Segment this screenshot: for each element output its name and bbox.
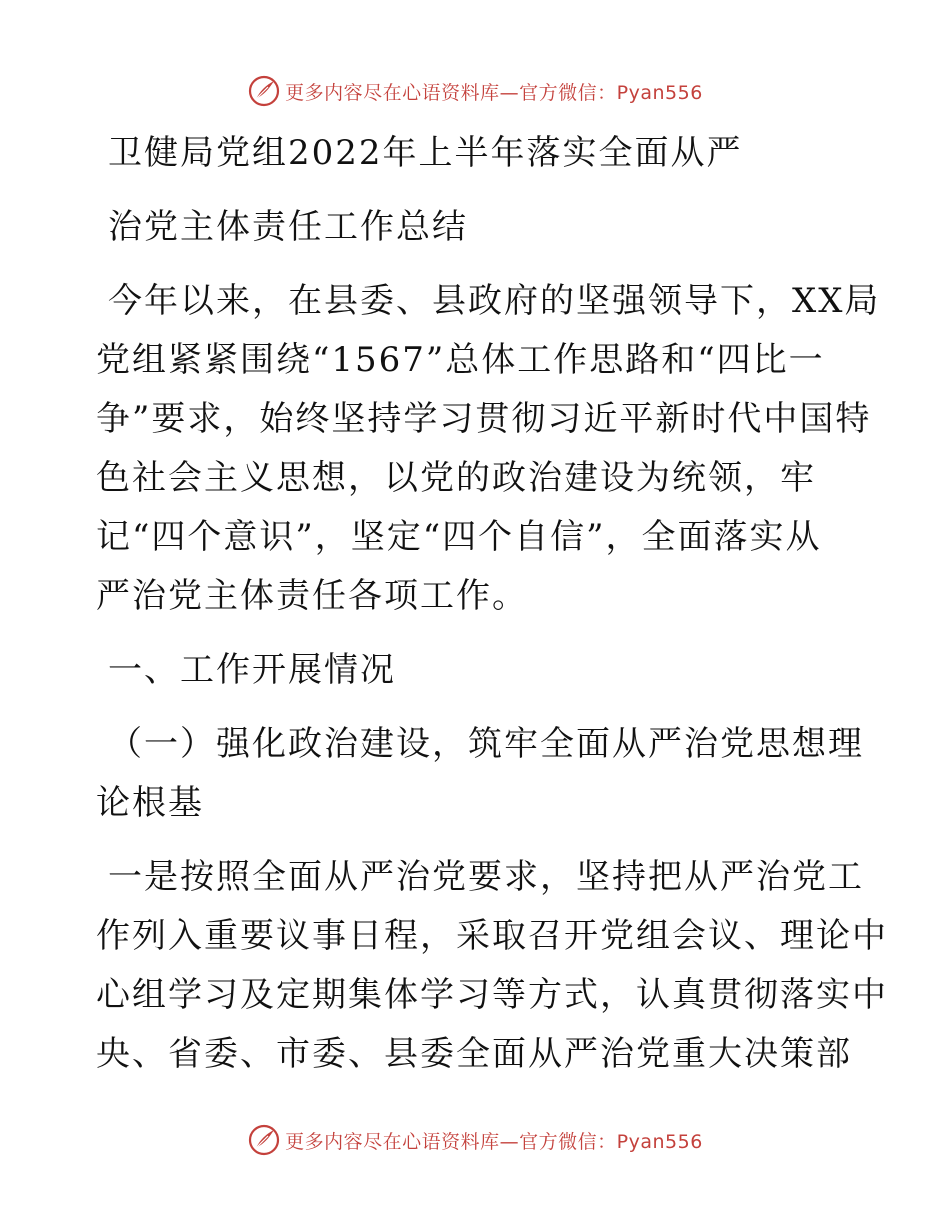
intro-paragraph-line: 争”要求，始终坚持学习贯彻习近平新时代中国特 <box>96 399 872 439</box>
body-paragraph-line: 一是按照全面从严治党要求，坚持把从严治党工 <box>108 857 864 897</box>
document-body <box>96 124 888 1084</box>
subsection-heading-line: 论根基 <box>96 783 204 823</box>
watermark-banner-bottom <box>0 1120 950 1160</box>
intro-paragraph-line: 严治党主体责任各项工作。 <box>96 576 528 616</box>
body-paragraph-line: 心组学习及定期集体学习等方式，认真贯彻落实中 <box>96 975 888 1015</box>
intro-paragraph-line: 色社会主义思想，以党的政治建设为统领，牢 <box>96 458 816 498</box>
feather-pen-logo-icon <box>247 74 281 108</box>
watermark-banner-top <box>0 71 950 111</box>
body-paragraph-line: 央、省委、市委、县委全面从严治党重大决策部 <box>96 1034 852 1074</box>
intro-paragraph-line: 党组紧紧围绕“1567”总体工作思路和“四比一 <box>96 340 825 380</box>
feather-pen-logo-icon <box>247 1123 281 1157</box>
intro-paragraph-line: 今年以来，在县委、县政府的坚强领导下，XX局 <box>108 281 881 321</box>
watermark-text: 更多内容尽在心语资料库—官方微信：Pyan556 <box>285 81 703 104</box>
body-paragraph-line: 作列入重要议事日程，采取召开党组会议、理论中 <box>96 916 888 956</box>
document-title-line-2: 治党主体责任工作总结 <box>108 207 468 247</box>
document-title-line-1: 卫健局党组2022年上半年落实全面从严 <box>108 133 743 173</box>
watermark-text: 更多内容尽在心语资料库—官方微信：Pyan556 <box>285 1130 703 1153</box>
intro-paragraph-line: 记“四个意识”，坚定“四个自信”，全面落实从 <box>96 517 822 557</box>
section-heading: 一、工作开展情况 <box>108 650 396 690</box>
subsection-heading-line: （一）强化政治建设，筑牢全面从严治党思想理 <box>108 724 864 764</box>
